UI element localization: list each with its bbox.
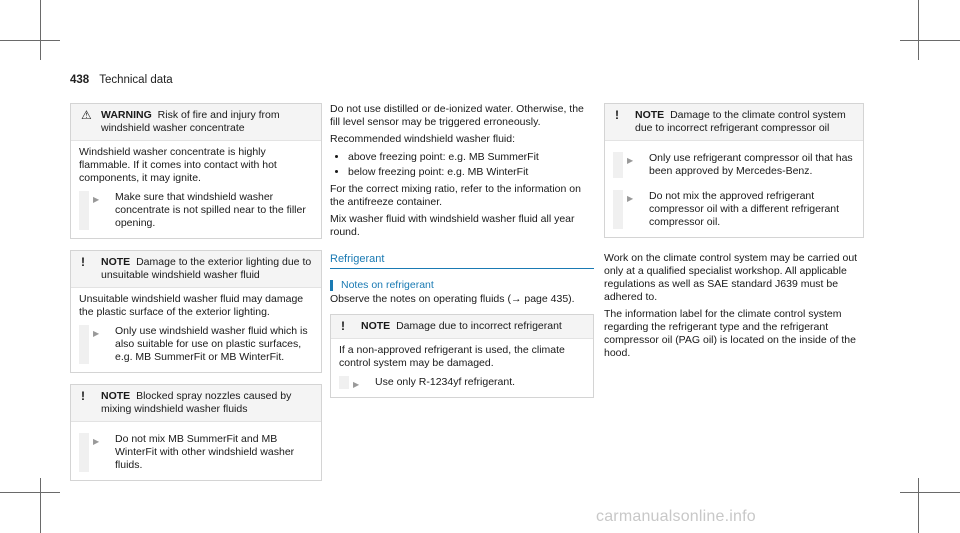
note-action [79, 325, 313, 364]
arrow-right-icon: ▶ [353, 380, 360, 389]
note-header [71, 385, 321, 422]
note-action [339, 376, 585, 389]
note-action-text: Do not mix MB SummerFit and MB WinterFit with other windshield washer fluids. [115, 433, 295, 471]
subsection-title [330, 279, 594, 291]
note-box [604, 103, 864, 238]
paragraph: Mix washer fluid with windshield washer fluid all year round. [330, 213, 575, 238]
warning-triangle-icon: ⚠ [81, 108, 92, 122]
note-keyword: NOTE [361, 320, 391, 332]
arrow-right-icon: ▶ [627, 156, 634, 165]
arrow-right-icon: ▶ [93, 329, 100, 338]
note-action [79, 433, 313, 472]
note-keyword: NOTE [101, 256, 131, 268]
arrow-right-icon: ▶ [93, 195, 100, 204]
column-middle [330, 103, 594, 398]
paragraph: For the correct mixing ratio, refer to the information on the antifreeze container. [330, 183, 581, 208]
note-action-text: Do not mix the approved refrigerant compressor oil with a different refrigerant compressor oil. [649, 190, 840, 228]
note-action-text: Only use refrigerant compressor oil that has been approved by Mercedes-Benz. [649, 152, 853, 177]
note-action-text: Only use windshield washer fluid which is also suitable for use on plastic surfaces, e.g. MB SummerFit or MB WinterFit. [115, 325, 308, 363]
exclamation-icon: ! [341, 319, 345, 333]
note-title: Damage to the climate control system due to incorrect refrigerant compressor oil [635, 109, 846, 134]
crop-mark [918, 478, 919, 533]
warning-action [79, 191, 313, 230]
note-box [70, 384, 322, 481]
note-header [71, 251, 321, 288]
note-title: Blocked spray nozzles caused by mixing windshield washer fluids [101, 390, 292, 415]
note-body [331, 339, 593, 397]
warning-title: Risk of fire and injury from windshield washer concentrate [101, 109, 280, 134]
warning-body [71, 141, 321, 238]
subsection-title-text: Notes on refrigerant [341, 279, 434, 291]
note-text: If a non-approved refrigerant is used, the climate control system may be damaged. [339, 344, 565, 369]
fluid-list [330, 150, 594, 179]
note-box [330, 314, 594, 398]
note-header [331, 315, 593, 339]
exclamation-icon: ! [81, 255, 85, 269]
note-text: Unsuitable windshield washer fluid may damage the plastic surface of the exterior lighting. [79, 293, 304, 318]
note-action-text: Use only R-1234yf refrigerant. [375, 376, 516, 388]
column-left [70, 103, 322, 481]
arrow-right-icon: ▶ [93, 437, 100, 446]
page-header [70, 74, 173, 86]
crop-mark [900, 40, 960, 41]
note-body [605, 141, 863, 237]
warning-keyword: WARNING [101, 109, 152, 121]
paragraph: The information label for the climate control system regarding the refrigerant type and the refrigerant compressor oil (PAG oil) is located on the inside of the hood. [604, 308, 856, 359]
exclamation-icon: ! [615, 108, 619, 122]
note-keyword: NOTE [101, 390, 131, 402]
warning-box [70, 103, 322, 239]
note-action [613, 152, 855, 178]
arrow-right-icon: ▶ [627, 194, 634, 203]
note-title: Damage to the exterior lighting due to unsuitable windshield washer fluid [101, 256, 312, 281]
paragraph: Do not use distilled or de-ionized water. Otherwise, the fill level sensor may be triggered erroneously. [330, 103, 584, 128]
list-item: • below freezing point: e.g. MB WinterFit [348, 165, 594, 179]
crop-mark [40, 478, 41, 533]
note-header [605, 104, 863, 141]
note-action [613, 190, 855, 229]
section-title: Refrigerant [330, 253, 594, 269]
crop-mark [40, 0, 41, 60]
crop-mark [0, 492, 60, 493]
warning-text: Windshield washer concentrate is highly flammable. If it comes into contact with hot components, it may ignite. [79, 146, 277, 184]
column-right [604, 103, 864, 364]
note-body [71, 422, 321, 480]
note-title: Damage due to incorrect refrigerant [396, 320, 562, 332]
crop-mark [900, 492, 960, 493]
note-body [71, 288, 321, 372]
list-item: • above freezing point: e.g. MB SummerFit [348, 150, 594, 164]
note-box [70, 250, 322, 373]
watermark: carmanualsonline.info [596, 508, 756, 525]
exclamation-icon: ! [81, 389, 85, 403]
page-title: Technical data [99, 74, 173, 86]
note-keyword: NOTE [635, 109, 665, 121]
paragraph: Work on the climate control system may be carried out only at a qualified specialist workshop. All applicable regulations as well as SAE standard J639 must be adhered to. [604, 252, 858, 303]
crop-mark [918, 0, 919, 60]
paragraph: Observe the notes on operating fluids (→ page 435). [330, 293, 575, 305]
paragraph: Recommended windshield washer fluid: [330, 133, 516, 145]
page-number: 438 [70, 74, 90, 86]
warning-action-text: Make sure that windshield washer concentrate is not spilled near to the filler opening. [115, 191, 306, 229]
warning-header [71, 104, 321, 141]
crop-mark [0, 40, 60, 41]
subsection-marker [330, 280, 333, 291]
